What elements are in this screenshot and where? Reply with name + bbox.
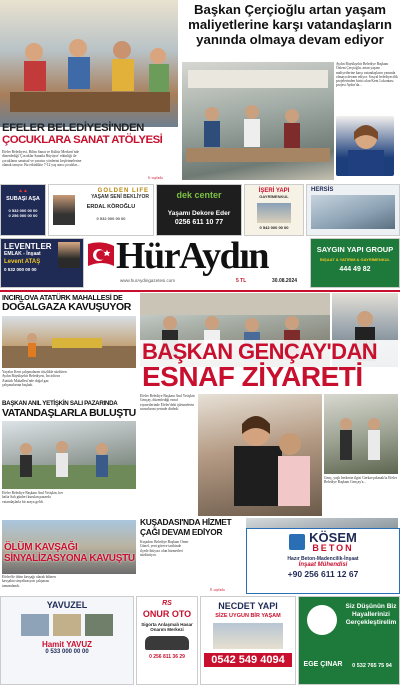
yavuzel-product-2 <box>53 614 81 636</box>
golden-life-person: ERDAL KÖROĞLU <box>86 204 136 210</box>
kent-lokantasi-photo <box>182 62 334 180</box>
kusadasi-body: Kuşadası Belediye Başkanı Ömer Günel, yeni göreve tarihinde ilçede ihtiyacı olan hizmetleri sürdürüyor. <box>140 540 189 557</box>
masthead-rule <box>0 290 400 292</box>
yavuzel-ad[interactable] <box>0 596 134 685</box>
subasi-name: SUBAŞI AŞA <box>6 196 40 202</box>
hersis-name: HERSİS <box>311 187 334 193</box>
ege-phone: 0 532 765 75 94 <box>352 663 392 669</box>
subasi-logo-icon: ▲▲ <box>18 188 28 194</box>
mayor-portrait <box>336 116 394 176</box>
leventler-sub: EMLAK - İnşaat <box>4 251 41 257</box>
ege-name: EGE ÇINAR <box>303 661 343 668</box>
efeler-body: Efeler Belediyesi, Bilim Sanat ve Kültür Merkezi'nde düzenlediği 'Çocuklar Sanatla Büyüyor' etkinliği ile çocukların sanatsal ve yaratıcı yönlerini keşfetmelerine olanak tanıyor. Bu etkinlikte 7-12 yaş arası çocuklar... <box>2 150 82 167</box>
kosem-sub: BETON <box>312 543 354 553</box>
olum-headline-1[interactable]: ÖLÜM KAVŞAĞI <box>4 542 78 553</box>
subasi-line-2: 0 256 000 00 00 <box>8 213 38 218</box>
iseri-name: İŞERİ YAPI <box>258 188 290 194</box>
golden-life-name: GOLDEN LIFE <box>97 188 149 194</box>
olum-photo <box>2 520 136 574</box>
market-photo <box>2 421 136 489</box>
saygin-sub: İNŞAAT & YATIRIM & GAYRİMENKUL <box>320 257 390 262</box>
kosem-name: KÖSEM <box>309 530 357 545</box>
leventler-name: LEVENTLER <box>4 242 52 251</box>
ege-cinar-ad[interactable] <box>298 596 400 685</box>
yavuzel-product-3 <box>85 614 113 636</box>
subasi-ad[interactable] <box>0 184 46 236</box>
market-headline-2[interactable]: VATANDAŞLARLA BULUŞTU <box>2 407 136 419</box>
masthead <box>86 235 308 288</box>
dek-phone: 0256 611 10 77 <box>174 219 224 226</box>
main-crowd-photo <box>324 394 398 474</box>
golden-life-ad[interactable] <box>48 184 154 236</box>
hersis-image <box>311 195 395 229</box>
kusadasi-headline-1[interactable]: KUŞADASI'NDA HİZMET <box>140 517 232 527</box>
efeler-headline-2[interactable]: ÇOCUKLARA SANAT ATÖLYESİ <box>2 134 163 146</box>
gas-story <box>2 293 136 313</box>
masthead-title[interactable]: HürAydın <box>116 235 269 277</box>
subasi-line-1: 0 532 000 00 00 <box>8 208 38 213</box>
kusadasi-story <box>140 518 244 537</box>
top-story-headline[interactable]: Başkan Çerçioğlu artan yaşam maliyetlerine karşı vatandaşların yanında olmaya devam ediyor <box>188 2 392 47</box>
onur-oto-ad[interactable] <box>136 596 198 685</box>
masthead-subtitle[interactable]: www.hurAydingazetesi.com <box>120 278 175 283</box>
top-story <box>182 2 398 62</box>
iseri-ad[interactable] <box>244 184 304 236</box>
gas-headline-2[interactable]: DOĞALGAZA KAVUŞUYOR <box>2 301 131 313</box>
necdet-ad[interactable] <box>200 596 296 685</box>
gas-body: Yayalar Kent çalışmalarını titizlikle sürdüren Aydın Büyükşehir Belediyesi, İncirliova Atatürk Mahallesi'nde doğal gaz çalışmalarına başladı. <box>2 370 67 387</box>
main-body: Efeler Belediye Başkanı Anıl Yetişkin Gençay, düzenlediği esnaf ziyaretlerinde Efeler'deki işletmelerin sorunlarını yerinde dinledi. <box>140 394 195 411</box>
ege-slogan: Siz Düşünün Biz Hayallerinizi Gerçekleştirelim <box>345 603 397 626</box>
yavuzel-person: Hamit YAVUZ <box>41 640 93 649</box>
kosem-role: İnşaat Mühendisi <box>298 562 348 568</box>
olum-body: Efeler'de ölüm kavşağı olarak bilinen kavşakta sinyalizasyon çalışması tamamlandı. <box>2 575 56 588</box>
kusadasi-more[interactable]: 8. sayfada <box>210 588 225 592</box>
top-story-body-box <box>336 62 398 180</box>
leventler-avatar <box>58 242 80 268</box>
top-story-body: Aydın Büyükşehir Belediye Başkanı Özlem Çerçioğlu, artan yaşam maliyetlerine karşı vatandaşların yanında olmaya devam ediyor. Sosyal belediyecilik projelerinden birisi olan Kent Lokantası projesi Aydın'da... <box>336 62 398 88</box>
efeler-more[interactable]: 6. sayfada <box>148 176 163 180</box>
kosem-line: Hazır Beton-Madencilik-İnşaat <box>287 556 359 562</box>
iseri-sub: GAYRİMENKUL <box>259 194 289 199</box>
yavuzel-phone: 0 533 000 00 00 <box>45 649 89 655</box>
golden-life-phone: 0 532 000 00 00 <box>96 216 126 221</box>
onur-car-icon <box>145 636 189 650</box>
golden-life-sub: YAŞAM SENİ BEKLİYOR <box>91 194 149 200</box>
onur-logo-icon: RS <box>162 600 172 607</box>
dek-slogan: Yaşamı Dekore Eder <box>167 210 231 217</box>
olum-headline-box <box>4 542 135 564</box>
iseri-phone: 0 542 000 00 00 <box>259 225 289 230</box>
leventler-phone: 0 532 000 00 00 <box>4 267 37 272</box>
necdet-phone: 0542 549 4094 <box>204 653 292 667</box>
market-story <box>2 400 136 419</box>
kusadasi-body-box <box>140 540 244 592</box>
children-workshop-photo <box>0 0 178 127</box>
onur-name: ONUR OTO <box>142 609 192 619</box>
main-caption: Genç, yaşlı herkesin ilgisi Gerkavçakmak'ta Efeler Belediye Başkanı Gençay'a... <box>324 476 397 485</box>
golden-life-avatar <box>53 195 75 225</box>
main-headline-1[interactable]: BAŞKAN GENÇAY'DAN <box>142 339 378 364</box>
necdet-building-icon <box>213 623 283 649</box>
saygin-phone: 444 49 82 <box>339 266 371 273</box>
olum-headline-2[interactable]: SİNYALİZASYONA KAVUŞTU <box>4 553 135 564</box>
gas-headline-1[interactable]: INCIRLOVA ATATÜRK MAHALLESİ DE <box>2 293 123 302</box>
onur-sub: Sigorta Anlaşmalı Hasar Onarım Merkezi <box>141 622 193 632</box>
saygin-ad[interactable] <box>310 238 400 288</box>
main-headline-2[interactable]: ESNAF ZİYARETİ <box>142 361 363 392</box>
gas-work-photo <box>2 316 136 368</box>
efeler-story <box>2 122 180 146</box>
turkish-flag-icon <box>86 240 116 270</box>
gas-body-box <box>2 370 136 398</box>
leventler-person: Levent ATAŞ <box>4 259 41 265</box>
ege-tree-icon <box>307 605 337 635</box>
dek-name: dek center <box>176 190 222 200</box>
kosem-phone: +90 256 611 12 67 <box>287 569 359 579</box>
masthead-date: 30.08.2024 <box>272 278 298 284</box>
iseri-building-icon <box>257 203 291 223</box>
saygin-name: SAYGIN YAPI GROUP <box>316 245 394 254</box>
yavuzel-name: YAVUZEL <box>46 600 88 610</box>
yavuzel-product-1 <box>21 614 49 636</box>
leventler-ad[interactable] <box>0 238 84 288</box>
hersis-ad[interactable] <box>306 184 400 236</box>
kusadasi-headline-2[interactable]: ÇAĞI DEVAM EDİYOR <box>140 526 223 537</box>
market-headline-1[interactable]: BAŞKAN ANIL YETİŞKİN SALI PAZARINDA <box>2 400 118 407</box>
main-body-box <box>140 394 196 516</box>
olum-body-box <box>2 575 136 595</box>
market-body: Efeler Belediye Başkanı Anıl Yetişkin, her hafta Salı günleri kurulan pazarda vatandaşlarla bir araya geldi. <box>2 491 63 504</box>
kosem-ad[interactable] <box>246 528 400 594</box>
market-body-box <box>2 491 136 517</box>
dek-center-ad[interactable] <box>156 184 242 236</box>
necdet-name: NECDET YAPI <box>218 601 278 611</box>
kosem-logo-icon <box>289 534 305 550</box>
onur-phone: 0 256 811 36 29 <box>149 654 185 660</box>
masthead-price: 5 TL <box>236 278 247 284</box>
efeler-headline-1[interactable]: EFELER BELEDİYESİ'NDEN <box>2 122 145 134</box>
necdet-sub: SİZE UYGUN BİR YAŞAM <box>215 613 281 619</box>
main-hug-photo <box>198 394 322 516</box>
main-story-headline-box <box>140 340 400 392</box>
